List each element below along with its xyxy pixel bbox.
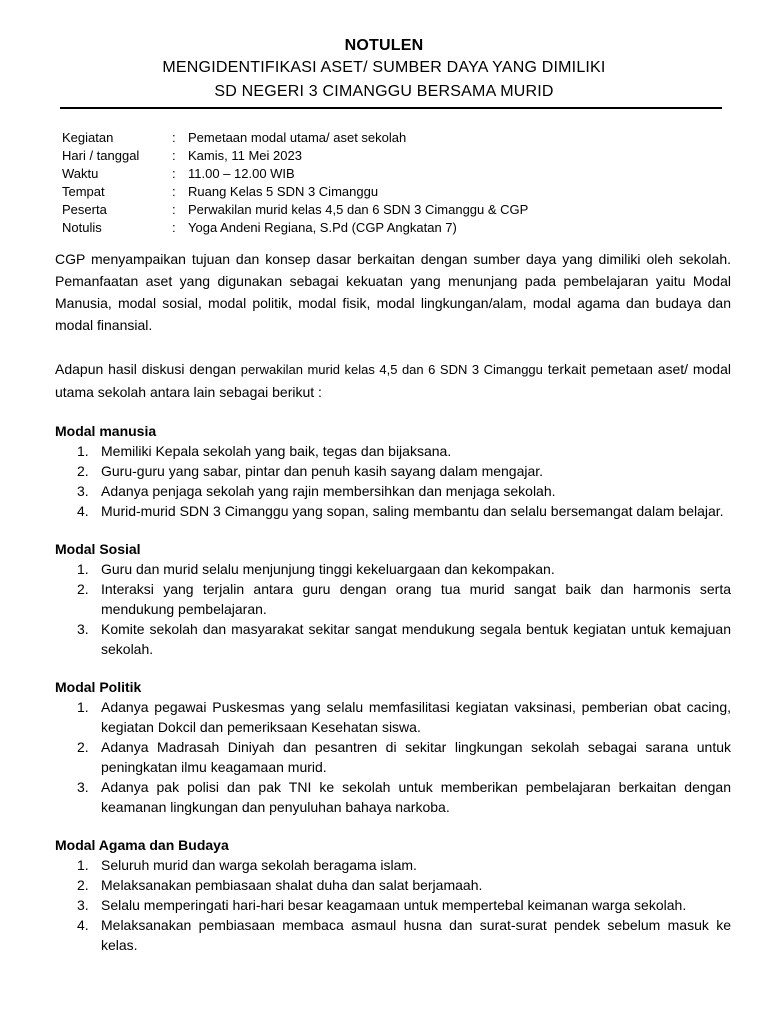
list-item — [55, 461, 731, 481]
list-text: Adanya penjaga sekolah yang rajin membersihkan dan menjaga sekolah. — [101, 483, 556, 499]
info-row-notulis — [62, 219, 688, 237]
info-row-peserta — [62, 201, 688, 219]
list-text: Melaksanakan pembiasaan shalat duha dan salat berjamaah. — [101, 877, 483, 893]
section-modal-sosial — [55, 539, 731, 659]
info-separator: : — [172, 202, 176, 217]
section-list — [55, 697, 731, 817]
info-row-waktu — [62, 165, 688, 183]
list-number: 3. — [77, 897, 89, 913]
info-label: Hari / tanggal — [62, 148, 140, 163]
discussion-paragraph — [55, 358, 731, 403]
list-text: Selalu memperingati hari-hari besar keagamaan untuk mempertebal keimanan warga sekolah. — [101, 897, 687, 913]
list-number: 3. — [77, 483, 89, 499]
info-value: Kamis, 11 Mei 2023 — [188, 148, 302, 163]
list-number: 2. — [77, 463, 89, 479]
list-item — [55, 697, 731, 737]
info-row-tempat — [62, 183, 688, 201]
document-subtitle-1: MENGIDENTIFIKASI ASET/ SUMBER DAYA YANG DIMILIKI — [162, 59, 606, 76]
section-title: Modal Politik — [55, 679, 142, 695]
list-number: 3. — [77, 779, 89, 795]
header-divider — [60, 107, 722, 109]
discussion-text-2: terkait pemetaan aset/ modal utama sekolah antara lain sebagai berikut : — [55, 361, 731, 400]
info-label: Notulis — [62, 220, 102, 235]
list-text: Seluruh murid dan warga sekolah beragama islam. — [101, 857, 417, 873]
document-header — [0, 36, 768, 104]
list-item — [55, 481, 731, 501]
section-list — [55, 559, 731, 659]
section-modal-manusia — [55, 421, 731, 521]
list-text: Memiliki Kepala sekolah yang baik, tegas dan bijaksana. — [101, 443, 452, 459]
list-number: 3. — [77, 621, 89, 637]
info-value: Perwakilan murid kelas 4,5 dan 6 SDN 3 Cimanggu & CGP — [188, 202, 529, 217]
list-number: 1. — [77, 443, 89, 459]
info-separator: : — [172, 166, 176, 181]
discussion-text-1: Adapun hasil diskusi dengan — [55, 361, 241, 377]
intro-paragraph: CGP menyampaikan tujuan dan konsep dasar berkaitan dengan sumber daya yang dimiliki oleh sekolah. Pemanfaatan aset yang digunakan sebagai kekuatan yang menunjang pada pembelajaran yaitu Modal Manusia, modal sosial, modal politik, modal fisik, modal lingkungan/alam, modal agama dan budaya dan modal finansial. — [55, 251, 731, 333]
list-item — [55, 915, 731, 955]
info-table — [62, 129, 688, 237]
list-number: 4. — [77, 917, 89, 933]
list-item — [55, 895, 731, 915]
info-separator: : — [172, 148, 176, 163]
info-value: 11.00 – 12.00 WIB — [188, 166, 295, 181]
info-label: Peserta — [62, 202, 107, 217]
document-title: NOTULEN — [344, 37, 424, 54]
list-text: Adanya pak polisi dan pak TNI ke sekolah untuk memberikan pembelajaran berkaitan dengan keamanan lingkungan dan penyuluhan bahaya narkoba. — [101, 779, 731, 815]
info-separator: : — [172, 130, 176, 145]
list-item — [55, 777, 731, 817]
list-item — [55, 875, 731, 895]
list-number: 1. — [77, 857, 89, 873]
list-number: 1. — [77, 699, 89, 715]
list-text: Adanya pegawai Puskesmas yang selalu memfasilitasi kegiatan vaksinasi, pemberian obat cacing, kegiatan Dokcil dan pemeriksaan Kesehatan siswa. — [101, 699, 731, 735]
section-title: Modal Agama dan Budaya — [55, 837, 229, 853]
list-number: 4. — [77, 503, 89, 519]
info-separator: : — [172, 184, 176, 199]
info-label: Waktu — [62, 166, 99, 181]
list-number: 2. — [77, 739, 89, 755]
section-title: Modal Sosial — [55, 541, 141, 557]
paragraph-spacer — [55, 336, 731, 358]
section-title: Modal manusia — [55, 423, 157, 439]
list-item — [55, 579, 731, 619]
list-text: Guru dan murid selalu menjunjung tinggi kekeluargaan dan kekompakan. — [101, 561, 555, 577]
list-text: Murid-murid SDN 3 Cimanggu yang sopan, saling membantu dan selalu bersemangat dalam belajar. — [101, 503, 724, 519]
list-text: Melaksanakan pembiasaan membaca asmaul husna dan surat-surat pendek sebelum masuk ke kelas. — [101, 917, 731, 953]
list-item — [55, 619, 731, 659]
section-modal-politik — [55, 677, 731, 817]
list-text: Adanya Madrasah Diniyah dan pesantren di sekitar lingkungan sekolah sebagai sarana untuk peningkatan ilmu keagamaan murid. — [101, 739, 731, 775]
info-label: Kegiatan — [62, 130, 114, 145]
info-value: Yoga Andeni Regiana, S.Pd (CGP Angkatan 7) — [188, 220, 457, 235]
list-text: Interaksi yang terjalin antara guru dengan orang tua murid sangat baik dan harmonis serta mendukung pembelajaran. — [101, 581, 731, 617]
section-modal-agama-budaya — [55, 835, 731, 955]
info-row-hari-tanggal — [62, 147, 688, 165]
list-text: Guru-guru yang sabar, pintar dan penuh kasih sayang dalam mengajar. — [101, 463, 544, 479]
discussion-participants: perwakilan murid kelas 4,5 dan 6 SDN 3 Cimanggu — [240, 362, 543, 377]
info-row-kegiatan — [62, 129, 688, 147]
list-item — [55, 501, 731, 521]
section-list — [55, 855, 731, 955]
list-item — [55, 441, 731, 461]
info-value: Pemetaan modal utama/ aset sekolah — [188, 130, 407, 145]
list-item — [55, 855, 731, 875]
list-text: Komite sekolah dan masyarakat sekitar sangat mendukung segala bentuk kegiatan untuk kemajuan sekolah. — [101, 621, 731, 657]
info-value: Ruang Kelas 5 SDN 3 Cimanggu — [188, 184, 379, 199]
info-label: Tempat — [62, 184, 105, 199]
list-number: 2. — [77, 877, 89, 893]
section-list — [55, 441, 731, 521]
info-separator: : — [172, 220, 176, 235]
list-item — [55, 737, 731, 777]
list-item — [55, 559, 731, 579]
document-body — [55, 248, 731, 955]
document-subtitle-2: SD NEGERI 3 CIMANGGU BERSAMA MURID — [214, 83, 554, 100]
list-number: 1. — [77, 561, 89, 577]
list-number: 2. — [77, 581, 89, 597]
